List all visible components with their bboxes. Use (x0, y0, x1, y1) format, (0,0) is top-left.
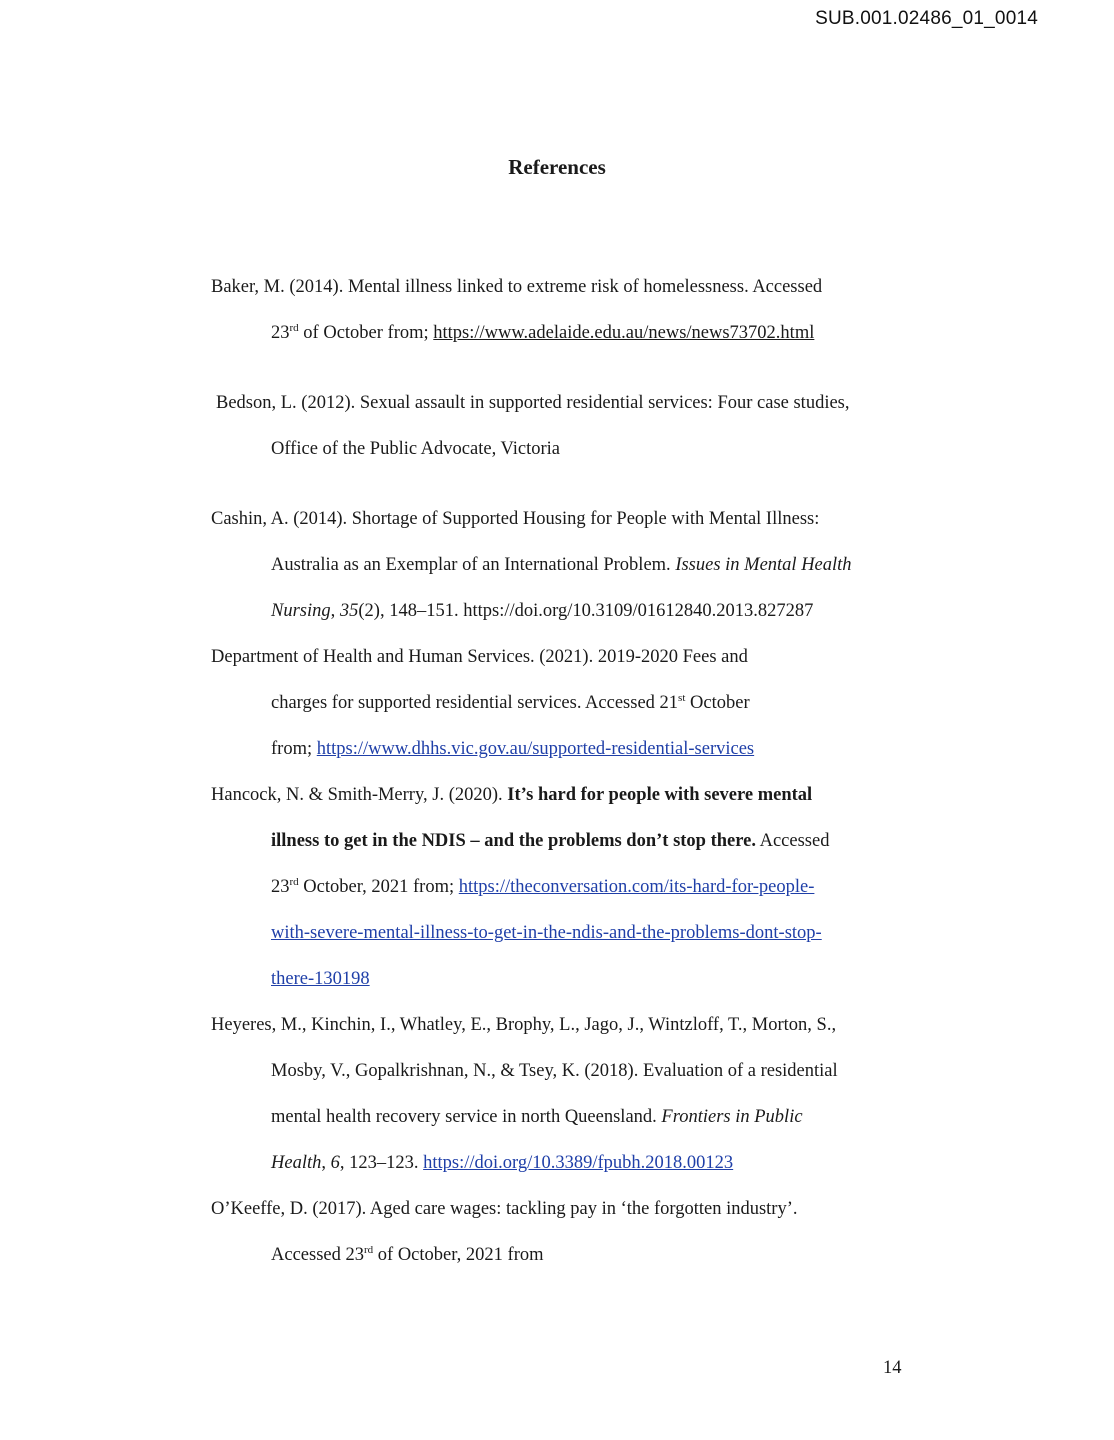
page-number: 14 (883, 1358, 902, 1378)
reference-dhhs-link[interactable]: https://www.dhhs.vic.gov.au/supported-residential-services (316, 739, 755, 759)
reference-heyeres-line-3: mental health recovery service in north Queensland. Frontiers in Public (271, 1107, 803, 1127)
reference-hancock-line-3: 23rd October, 2021 from; https://theconversation.com/its-hard-for-people- (271, 875, 815, 897)
reference-bedson-line-1: Bedson, L. (2012). Sexual assault in supported residential services: Four case studies, (216, 393, 850, 413)
reference-cashin-line-1: Cashin, A. (2014). Shortage of Supported Housing for People with Mental Illness: (211, 509, 820, 529)
reference-hancock-link-part-2[interactable]: with-severe-mental-illness-to-get-in-the-ndis-and-the-problems-dont-stop- (271, 923, 822, 943)
reference-hancock-line-2: illness to get in the NDIS – and the problems don’t stop there. Accessed (271, 831, 830, 851)
reference-dhhs-line-3: from; https://www.dhhs.vic.gov.au/supported-residential-services (271, 739, 755, 759)
reference-cashin-line-2: Australia as an Exemplar of an International Problem. Issues in Mental Health (271, 555, 852, 575)
document-id-stamp: SUB.001.02486_01_0014 (815, 8, 1038, 29)
reference-heyeres-line-1: Heyeres, M., Kinchin, I., Whatley, E., Brophy, L., Jago, J., Wintzloff, T., Morton, S., (211, 1015, 837, 1035)
reference-baker-link[interactable]: https://www.adelaide.edu.au/news/news73702.html (433, 323, 815, 343)
reference-baker-line-1: Baker, M. (2014). Mental illness linked to extreme risk of homelessness. Accessed (211, 277, 823, 297)
reference-dhhs-line-2: charges for supported residential services. Accessed 21st October (271, 691, 750, 713)
reference-baker-line-2: 23rd of October from; https://www.adelaide.edu.au/news/news73702.html (271, 321, 815, 343)
page-title: References (508, 155, 606, 179)
reference-bedson-line-2: Office of the Public Advocate, Victoria (271, 439, 560, 459)
reference-heyeres-line-2: Mosby, V., Gopalkrishnan, N., & Tsey, K. (2018). Evaluation of a residential (271, 1061, 838, 1081)
reference-hancock-line-5 (271, 967, 370, 991)
reference-heyeres-link[interactable]: https://doi.org/10.3389/fpubh.2018.00123 (423, 1153, 734, 1173)
reference-hancock-line-4 (271, 921, 822, 945)
reference-cashin-line-3: Nursing, 35(2), 148–151. https://doi.org/10.3109/01612840.2013.827287 (271, 601, 814, 621)
reference-okeeffe-line-1: O’Keeffe, D. (2017). Aged care wages: tackling pay in ‘the forgotten industry’. (211, 1199, 798, 1219)
reference-okeeffe-line-2: Accessed 23rd of October, 2021 from (271, 1243, 544, 1265)
reference-hancock-line-1: Hancock, N. & Smith-Merry, J. (2020). It’s hard for people with severe mental (211, 785, 813, 805)
reference-dhhs-line-1: Department of Health and Human Services. (2021). 2019-2020 Fees and (211, 647, 748, 667)
reference-hancock-link-part-3[interactable]: there-130198 (271, 969, 370, 989)
reference-heyeres-line-4: Health, 6, 123–123. https://doi.org/10.3389/fpubh.2018.00123 (271, 1153, 734, 1173)
reference-hancock-link-part-1[interactable]: https://theconversation.com/its-hard-for-people- (458, 877, 815, 897)
